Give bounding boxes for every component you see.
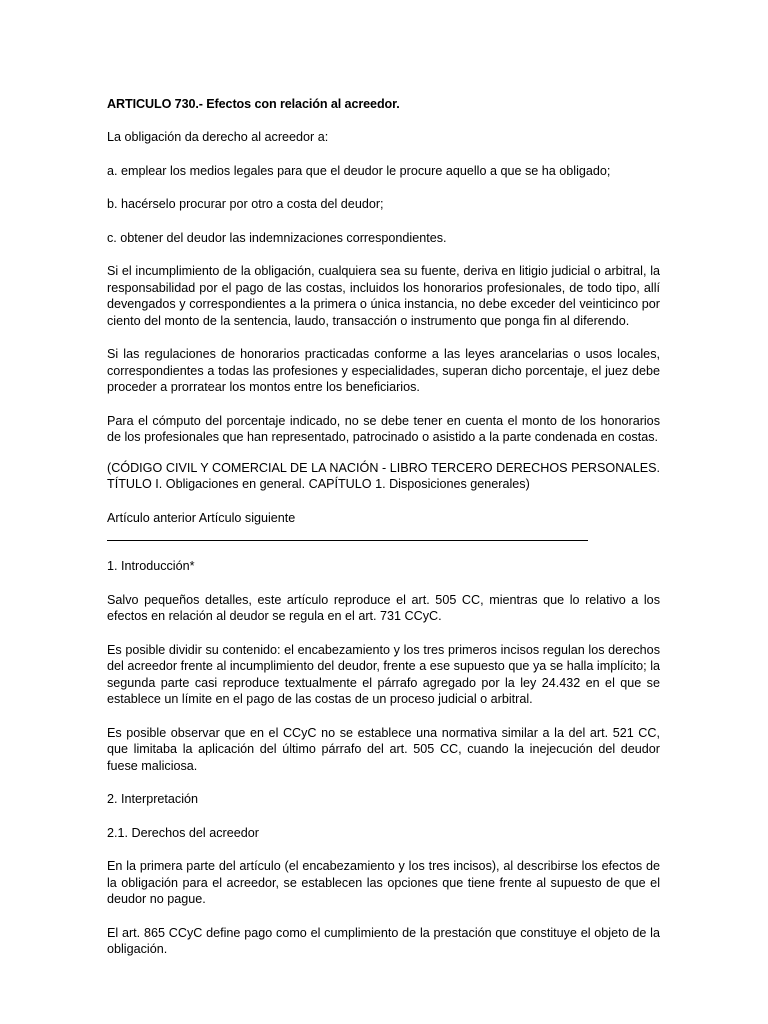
paragraph-primera-parte: En la primera parte del artículo (el encabezamiento y los tres incisos), al describirse los efectos de la obligación para el acreedor, se establecen las opciones que tiene frente al supuesto de que el deudor no pague. — [107, 859, 660, 906]
paragraph-citation: (CÓDIGO CIVIL Y COMERCIAL DE LA NACIÓN - LIBRO TERCERO DERECHOS PERSONALES. TÍTULO I. Obligaciones en general. CAPÍTULO 1. Disposiciones generales) — [107, 460, 660, 491]
paragraph-intro: La obligación da derecho al acreedor a: — [107, 130, 329, 144]
paragraph-salvo: Salvo pequeños detalles, este artículo reproduce el art. 505 CC, mientras que lo relativo a los efectos en relación al deudor se regula en el art. 731 CCyC. — [107, 592, 660, 623]
paragraph-observar: Es posible observar que en el CCyC no se establece una normativa similar a la del art. 521 CC, que limitaba la aplicación del último párrafo del art. 505 CC, cuando la inejecución del deudor fuese maliciosa. — [107, 725, 660, 773]
paragraph-item-a: a. emplear los medios legales para que el deudor le procure aquello a que se ha obligado; — [107, 163, 611, 178]
horizontal-rule — [107, 532, 588, 541]
paragraph-item-b: b. hacérselo procurar por otro a costa del deudor; — [107, 197, 384, 211]
paragraph-pago: El art. 865 CCyC define pago como el cumplimiento de la prestación que constituye el objeto de la obligación. — [107, 925, 660, 956]
section-introduccion: 1. Introducción* — [107, 559, 195, 573]
section-interpretacion: 2. Interpretación — [107, 792, 199, 806]
subsection-derechos-acreedor: 2.1. Derechos del acreedor — [107, 825, 259, 840]
paragraph-item-c: c. obtener del deudor las indemnizaciones correspondientes. — [107, 230, 447, 245]
article-navigation: Artículo anterior Artículo siguiente — [107, 510, 296, 525]
paragraph-regulaciones: Si las regulaciones de honorarios practicadas conforme a las leyes arancelarias o usos locales, correspondientes a todas las profesiones y especialidades, superan dicho porcentaje, el juez debe proceder a prorratear los montos entre los beneficiarios. — [107, 347, 660, 394]
article-heading: ARTICULO 730.- Efectos con relación al acreedor. — [107, 97, 400, 111]
paragraph-costas: Si el incumplimiento de la obligación, cualquiera sea su fuente, deriva en litigio judicial o arbitral, la responsabilidad por el pago de las costas, incluidos los honorarios profesionales, de todo tipo, allí devengados y correspondientes a la primera o única instancia, no debe exceder del veinticinco por ciento del monto de la sentencia, laudo, transacción o instrumento que ponga fin al diferendo. — [107, 264, 660, 328]
paragraph-computo: Para el cómputo del porcentaje indicado, no se debe tener en cuenta el monto de los honorarios de los profesionales que han representado, patrocinado o asistido a la parte condenada en costas. — [107, 413, 660, 444]
paragraph-dividir: Es posible dividir su contenido: el encabezamiento y los tres primeros incisos regulan los derechos del acreedor frente al incumplimiento del deudor, frente a ese supuesto que ya se halla implícito; la segunda parte casi reproduce textualmente el párrafo agregado por la ley 24.432 en el que se establece un límite en el pago de las costas de un proceso judicial o arbitral. — [107, 642, 660, 706]
